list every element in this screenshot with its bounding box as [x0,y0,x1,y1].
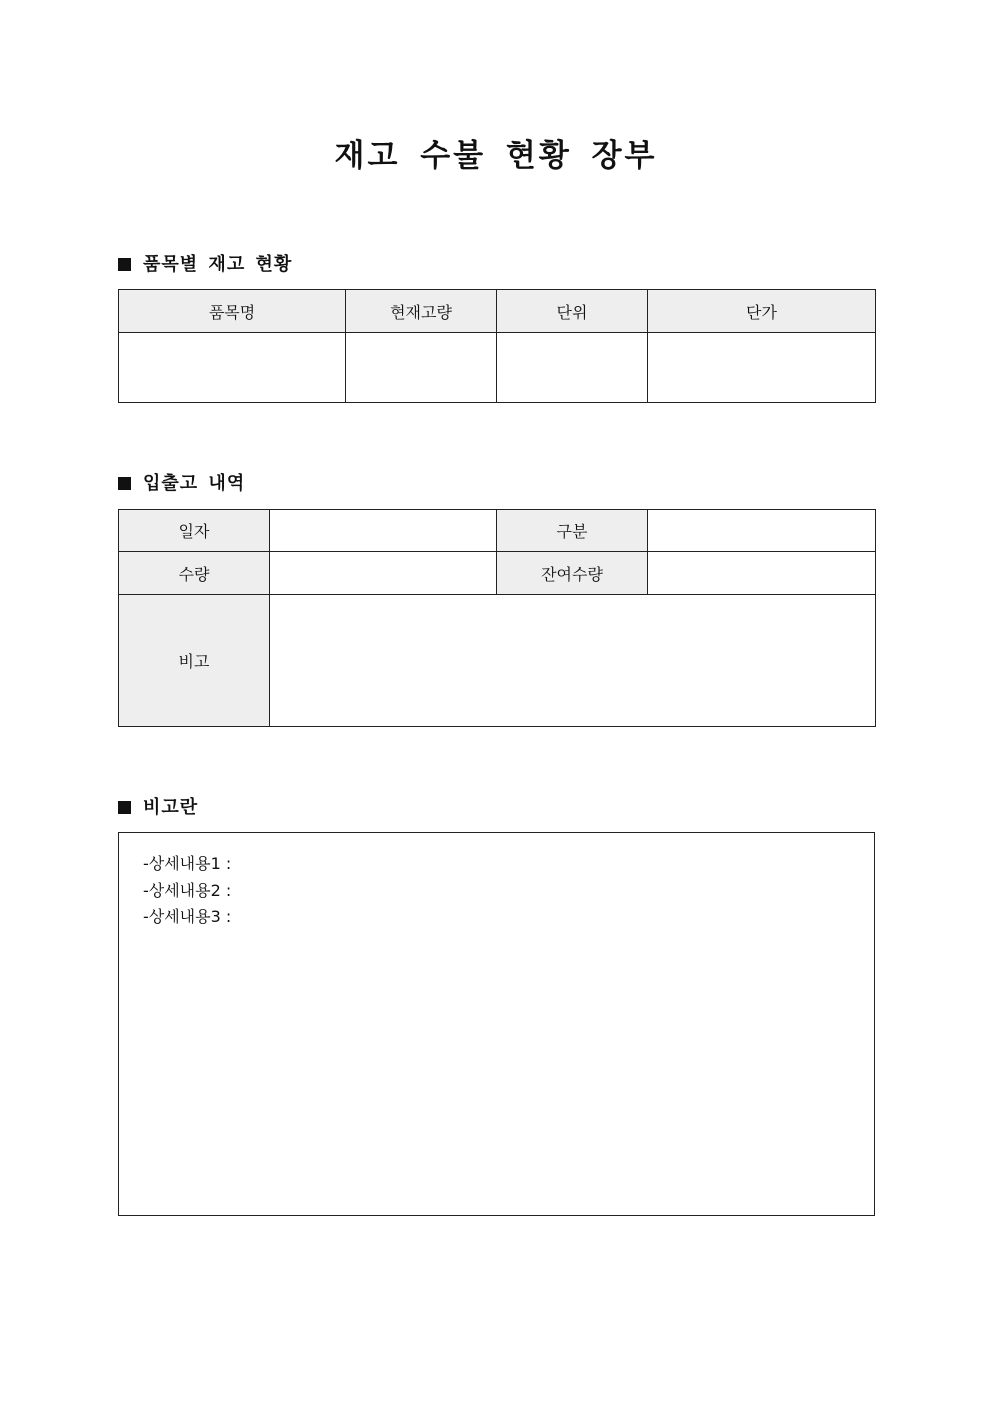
remaining-quantity-label: 잔여수량 [497,552,648,595]
unit-price-cell[interactable] [648,333,876,403]
remarks-value-cell[interactable] [270,595,876,727]
document-title: 재고 수불 현황 장부 [334,138,658,174]
inventory-data-row [119,333,876,403]
quantity-value-cell[interactable] [270,552,497,595]
column-header-unit: 단위 [497,290,648,333]
square-bullet-icon [118,801,131,814]
category-label: 구분 [497,510,648,552]
category-value-cell[interactable] [648,510,876,552]
notes-list [143,851,231,931]
notes-section-title: 비고란 [143,797,199,818]
notes-box[interactable] [118,832,875,1216]
item-name-cell[interactable] [119,333,346,403]
notes-section-heading [118,795,198,821]
transactions-section-title: 입출고 내역 [143,473,246,494]
inventory-header-row [119,290,876,333]
detail-line-2: -상세내용2 : [143,880,232,900]
current-stock-cell[interactable] [346,333,497,403]
unit-cell[interactable] [497,333,648,403]
transactions-table [118,509,876,727]
transactions-row-date [119,510,876,552]
inventory-table [118,289,876,403]
date-value-cell[interactable] [270,510,497,552]
detail-line-1: -상세내용1 : [143,854,232,873]
date-label: 일자 [119,510,270,552]
transactions-row-quantity [119,552,876,595]
square-bullet-icon [118,477,131,490]
column-header-item-name: 품목명 [119,290,346,333]
column-header-unit-price: 단가 [648,290,876,333]
transactions-row-remarks [119,595,876,727]
transactions-section-heading [118,471,245,497]
column-header-current-stock: 현재고량 [346,290,497,333]
quantity-label: 수량 [119,552,270,595]
remaining-quantity-value-cell[interactable] [648,552,876,595]
inventory-section-title: 품목별 재고 현황 [143,254,293,275]
inventory-section-heading [118,252,292,278]
square-bullet-icon [118,258,131,271]
detail-line-3: -상세내용3 : [143,907,232,926]
remarks-label: 비고 [119,595,270,727]
